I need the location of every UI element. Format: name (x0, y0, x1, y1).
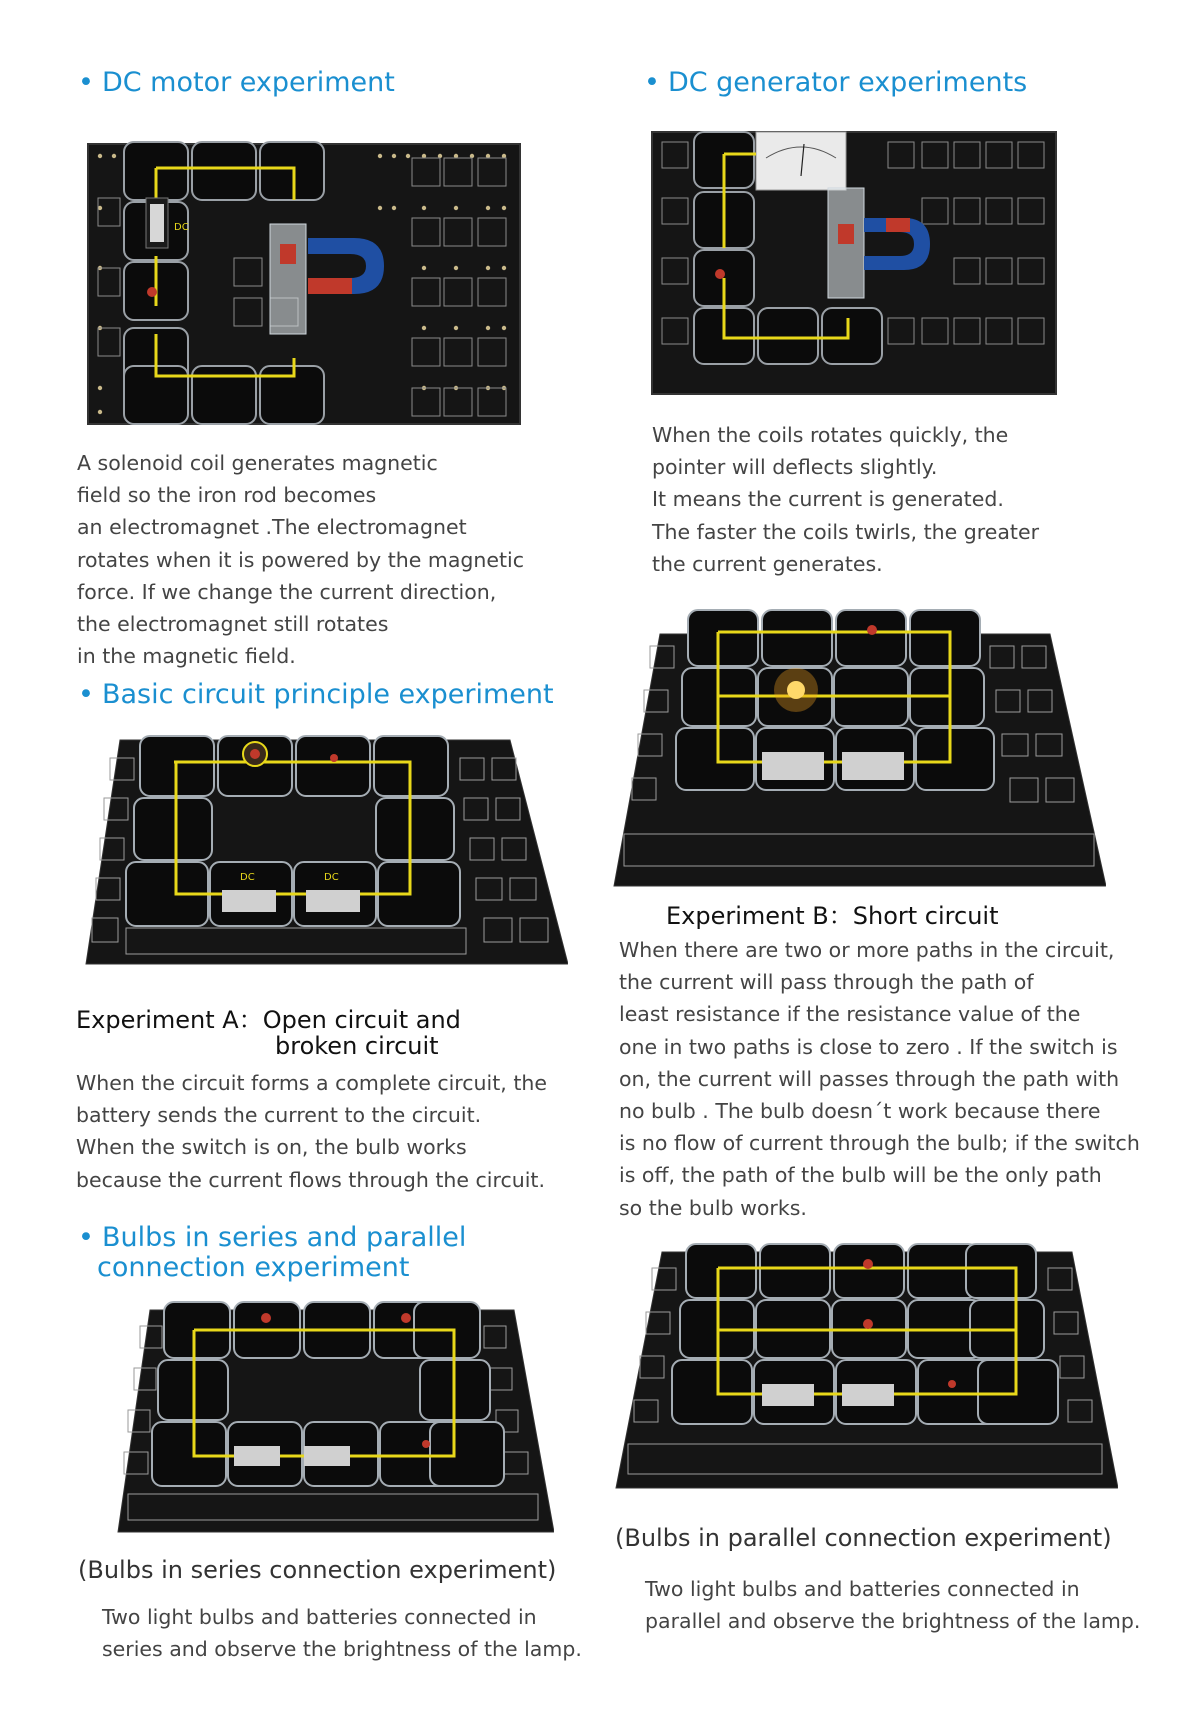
dc-motor-heading (78, 68, 395, 98)
dc-generator-photo (648, 128, 1060, 400)
text-line: the current generates. (652, 551, 883, 576)
text-line: It means the current is generated. (652, 487, 1004, 512)
text-line: The faster the coils twirls, the greater (652, 519, 1039, 544)
text-line: rotates when it is powered by the magnetic (77, 547, 525, 572)
experiment-a-title-line2: broken circuit (275, 1032, 439, 1060)
text-line: When the circuit forms a complete circuit, the (76, 1071, 547, 1095)
battery-label: DC (324, 872, 339, 883)
text-line: no bulb . The bulb doesn´t work because there (619, 1099, 1101, 1124)
text-line: When the switch is on, the bulb works (76, 1135, 467, 1160)
text-line: force. If we change the current direction, (77, 579, 497, 604)
dc-motor-module-label: DC (174, 222, 189, 233)
experiment-a-photo (80, 728, 568, 984)
basic-circuit-heading (78, 680, 554, 710)
experiment-b-title: Experiment B：Short circuit (666, 902, 999, 930)
text-line: Two light bulbs and batteries connected in (102, 1605, 537, 1629)
text-line: When there are two or more paths in the circuit, (619, 938, 1115, 962)
experiment-a-title-line1: Experiment A：Open circuit and (76, 1006, 461, 1034)
text-line: an electromagnet .The electromagnet (77, 515, 467, 540)
text-line: When the coils rotates quickly, the (652, 423, 1009, 447)
text-line: one in two paths is close to zero . If the switch is (619, 1034, 1118, 1059)
bullet-icon: • (78, 679, 94, 710)
bulbs-title-line1: Bulbs in series and parallel (101, 1222, 467, 1253)
battery-label: DC (240, 872, 255, 883)
experiment-a-description (76, 1067, 547, 1196)
dc-generator-description (652, 419, 1039, 580)
bulbs-heading (78, 1223, 466, 1283)
text-line: least resistance if the resistance value of the (619, 1002, 1081, 1027)
text-line: field so the iron rod becomes (77, 483, 377, 508)
dc-generator-title: DC generator experiments (667, 67, 1028, 98)
bullet-icon: • (78, 1222, 94, 1253)
bulbs-title-line2: connection experiment (97, 1252, 410, 1283)
series-description (102, 1601, 582, 1665)
text-line: series and observe the brightness of the lamp. (102, 1637, 582, 1662)
parallel-description (645, 1573, 1140, 1637)
experiment-b-description (619, 934, 1140, 1224)
text-line: on, the current will passes through the path with (619, 1066, 1120, 1091)
text-line: pointer will deflects slightly. (652, 455, 938, 480)
text-line: is no flow of current through the bulb; if the switch (619, 1131, 1140, 1156)
text-line: A solenoid coil generates magnetic (77, 451, 438, 475)
text-line: battery sends the current to the circuit. (76, 1103, 482, 1128)
text-line: Two light bulbs and batteries connected in (645, 1577, 1080, 1601)
bullet-icon: • (644, 67, 660, 98)
parallel-photo (612, 1238, 1118, 1494)
text-line: because the current flows through the circuit. (76, 1167, 545, 1192)
basic-circuit-title: Basic circuit principle experiment (101, 679, 554, 710)
text-line: so the bulb works. (619, 1195, 807, 1220)
text-line: the current will pass through the path of (619, 970, 1034, 995)
dc-motor-description (77, 447, 524, 672)
experiment-b-photo (610, 606, 1106, 890)
text-line: parallel and observe the brightness of the lamp. (645, 1609, 1141, 1634)
text-line: in the magnetic field. (77, 644, 296, 669)
text-line: is off, the path of the bulb will be the only path (619, 1163, 1102, 1188)
dc-motor-photo (84, 138, 524, 430)
text-line: the electromagnet still rotates (77, 612, 389, 637)
series-photo (114, 1296, 554, 1540)
bullet-icon: • (78, 67, 94, 98)
dc-generator-heading (644, 68, 1027, 98)
series-caption: (Bulbs in series connection experiment) (78, 1556, 557, 1584)
parallel-caption: (Bulbs in parallel connection experiment) (615, 1524, 1112, 1552)
dc-motor-title: DC motor experiment (101, 67, 395, 98)
experiment-a-title (76, 1007, 461, 1059)
